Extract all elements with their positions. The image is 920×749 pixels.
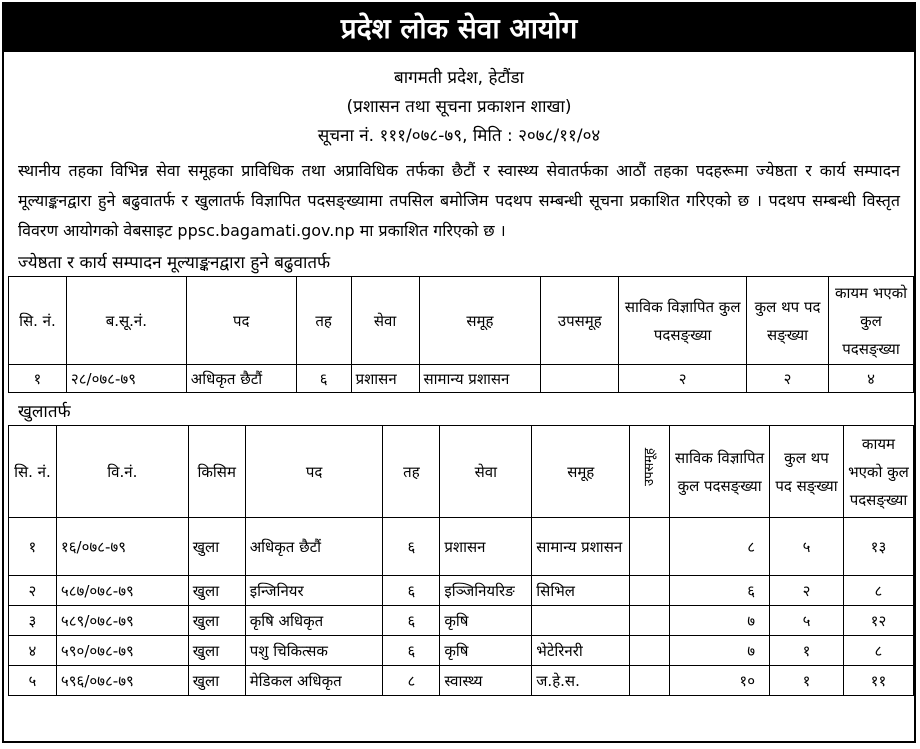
notice-page	[2, 2, 916, 743]
cell-level: ६	[383, 576, 440, 606]
col-header-type: किसिम	[188, 426, 245, 518]
col-header-sn: सि. नं.	[9, 277, 67, 365]
subgroup-vertical-label: उपसमूह	[641, 448, 657, 486]
table-row	[9, 636, 914, 666]
cell-added-posts: २	[770, 576, 844, 606]
col-header-added-posts: कुल थप पद सङ्ख्या	[747, 277, 829, 365]
cell-subgroup	[630, 518, 670, 576]
cell-post: अधिकृत छैटौं	[186, 365, 296, 393]
open-header-row	[9, 426, 914, 518]
promotion-section-title: ज्येष्ठता र कार्य सम्पादन मूल्याङ्कनद्वारा हुने बढुवातर्फ	[18, 253, 331, 273]
cell-level: ८	[383, 666, 440, 696]
cell-subgroup	[630, 576, 670, 606]
cell-added-posts: ५	[770, 518, 844, 576]
col-header-service: सेवा	[351, 277, 419, 365]
cell-total-posts: ८	[843, 636, 913, 666]
cell-subgroup	[541, 365, 619, 393]
cell-previous-posts: २	[619, 365, 747, 393]
col-header-ad-no: वि.नं.	[56, 426, 188, 518]
cell-type: खुला	[188, 666, 245, 696]
col-header-subgroup: उपसमूह	[541, 277, 619, 365]
col-header-post: पद	[186, 277, 296, 365]
col-header-level: तह	[383, 426, 440, 518]
col-header-sn: सि. नं.	[9, 426, 57, 518]
col-header-total-posts: कायम भएको कुल पदसङ्ख्या	[828, 277, 913, 365]
cell-previous-posts: ७	[670, 606, 770, 636]
col-header-previous-posts: साविक विज्ञापित कुल पदसङ्ख्या	[670, 426, 770, 518]
cell-level: ६	[383, 606, 440, 636]
cell-added-posts: २	[747, 365, 829, 393]
cell-subgroup	[630, 666, 670, 696]
cell-subgroup	[630, 606, 670, 636]
office-location: बागमती प्रदेश, हेटौंडा	[394, 68, 524, 88]
cell-previous-posts: ८	[670, 518, 770, 576]
cell-service: इञ्जिनियरिङ	[440, 576, 532, 606]
cell-sn: ४	[9, 636, 57, 666]
cell-previous-posts: ६	[670, 576, 770, 606]
cell-service: प्रशासन	[351, 365, 419, 393]
branch-name: (प्रशासन तथा सूचना प्रकाशन शाखा)	[346, 97, 572, 117]
cell-ad-no: १६/०७८-७९	[56, 518, 188, 576]
open-table	[8, 425, 914, 696]
cell-group: सामान्य प्रशासन	[532, 518, 630, 576]
cell-sn: १	[9, 365, 67, 393]
cell-post: मेडिकल अधिकृत	[245, 666, 383, 696]
cell-previous-posts: ७	[670, 636, 770, 666]
cell-post: अधिकृत छैटौं	[245, 518, 383, 576]
cell-type: खुला	[188, 636, 245, 666]
cell-level: ६	[383, 636, 440, 666]
cell-added-posts: १	[770, 636, 844, 666]
table-row	[9, 576, 914, 606]
cell-ad-no: ५९६/०७८-७९	[56, 666, 188, 696]
promotion-table	[8, 276, 914, 393]
cell-post: इन्जिनियर	[245, 576, 383, 606]
cell-ad-no: ५८९/०७८-७९	[56, 606, 188, 636]
col-header-added-posts: कुल थप पद सङ्ख्या	[770, 426, 844, 518]
cell-group: सामान्य प्रशासन	[419, 365, 541, 393]
promotion-header-row	[9, 277, 914, 365]
cell-group: सिभिल	[532, 576, 630, 606]
table-row	[9, 666, 914, 696]
cell-previous-posts: १०	[670, 666, 770, 696]
cell-subgroup	[630, 636, 670, 666]
cell-notice-no: २८/०७८-७९	[66, 365, 186, 393]
cell-group	[532, 606, 630, 636]
table-row	[9, 365, 914, 393]
notice-paragraph: स्थानीय तहका विभिन्न सेवा समूहका प्राविधिक तथा अप्राविधिक तर्फका छैटौं र स्वास्थ्य सेवातर्फका आठौं तहका पदहरूमा ज्येष्ठता र कार्य सम्पादन मूल्याङ्कनद्वारा हुने बढुवातर्फ र खुलातर्फ विज्ञापित पदसङ्ख्यामा तपसिल बमोजिम पदथप सम्बन्धी सूचना प्रकाशित गरिएको छ । पदथप सम्बन्धी विस्तृत विवरण आयोगको वेबसाइट ppsc.bagamati.gov.np मा प्रकाशित गरिएको छ ।	[18, 161, 900, 240]
cell-total-posts: १२	[843, 606, 913, 636]
cell-ad-no: ५८७/०७८-७९	[56, 576, 188, 606]
cell-group: भेटेरिनरी	[532, 636, 630, 666]
col-header-group: समूह	[532, 426, 630, 518]
cell-service: स्वास्थ्य	[440, 666, 532, 696]
cell-total-posts: ८	[843, 576, 913, 606]
col-header-group: समूह	[419, 277, 541, 365]
col-header-level: तह	[296, 277, 351, 365]
col-header-post: पद	[245, 426, 383, 518]
cell-type: खुला	[188, 606, 245, 636]
cell-service: कृषि	[440, 636, 532, 666]
cell-total-posts: ११	[843, 666, 913, 696]
cell-total-posts: ४	[828, 365, 913, 393]
table-row	[9, 606, 914, 636]
cell-total-posts: १३	[843, 518, 913, 576]
cell-level: ६	[296, 365, 351, 393]
cell-sn: २	[9, 576, 57, 606]
cell-level: ६	[383, 518, 440, 576]
cell-sn: ५	[9, 666, 57, 696]
cell-service: कृषि	[440, 606, 532, 636]
col-header-service: सेवा	[440, 426, 532, 518]
cell-added-posts: १	[770, 666, 844, 696]
col-header-total-posts: कायम भएको कुल पदसङ्ख्या	[843, 426, 913, 518]
cell-sn: ३	[9, 606, 57, 636]
col-header-previous-posts: साविक विज्ञापित कुल पदसङ्ख्या	[619, 277, 747, 365]
open-section-title: खुलातर्फ	[18, 402, 71, 422]
table-row	[9, 518, 914, 576]
commission-banner: प्रदेश लोक सेवा आयोग	[4, 4, 914, 52]
cell-type: खुला	[188, 576, 245, 606]
col-header-notice-no: ब.सू.नं.	[66, 277, 186, 365]
cell-group: ज.हे.स.	[532, 666, 630, 696]
col-header-subgroup	[630, 426, 670, 518]
cell-added-posts: ५	[770, 606, 844, 636]
cell-type: खुला	[188, 518, 245, 576]
cell-ad-no: ५९०/०७८-७९	[56, 636, 188, 666]
cell-sn: १	[9, 518, 57, 576]
notice-number-date: सूचना नं. १११/०७८-७९, मिति : २०७८/११/०४	[317, 126, 601, 146]
cell-post: पशु चिकित्सक	[245, 636, 383, 666]
cell-post: कृषि अधिकृत	[245, 606, 383, 636]
cell-service: प्रशासन	[440, 518, 532, 576]
